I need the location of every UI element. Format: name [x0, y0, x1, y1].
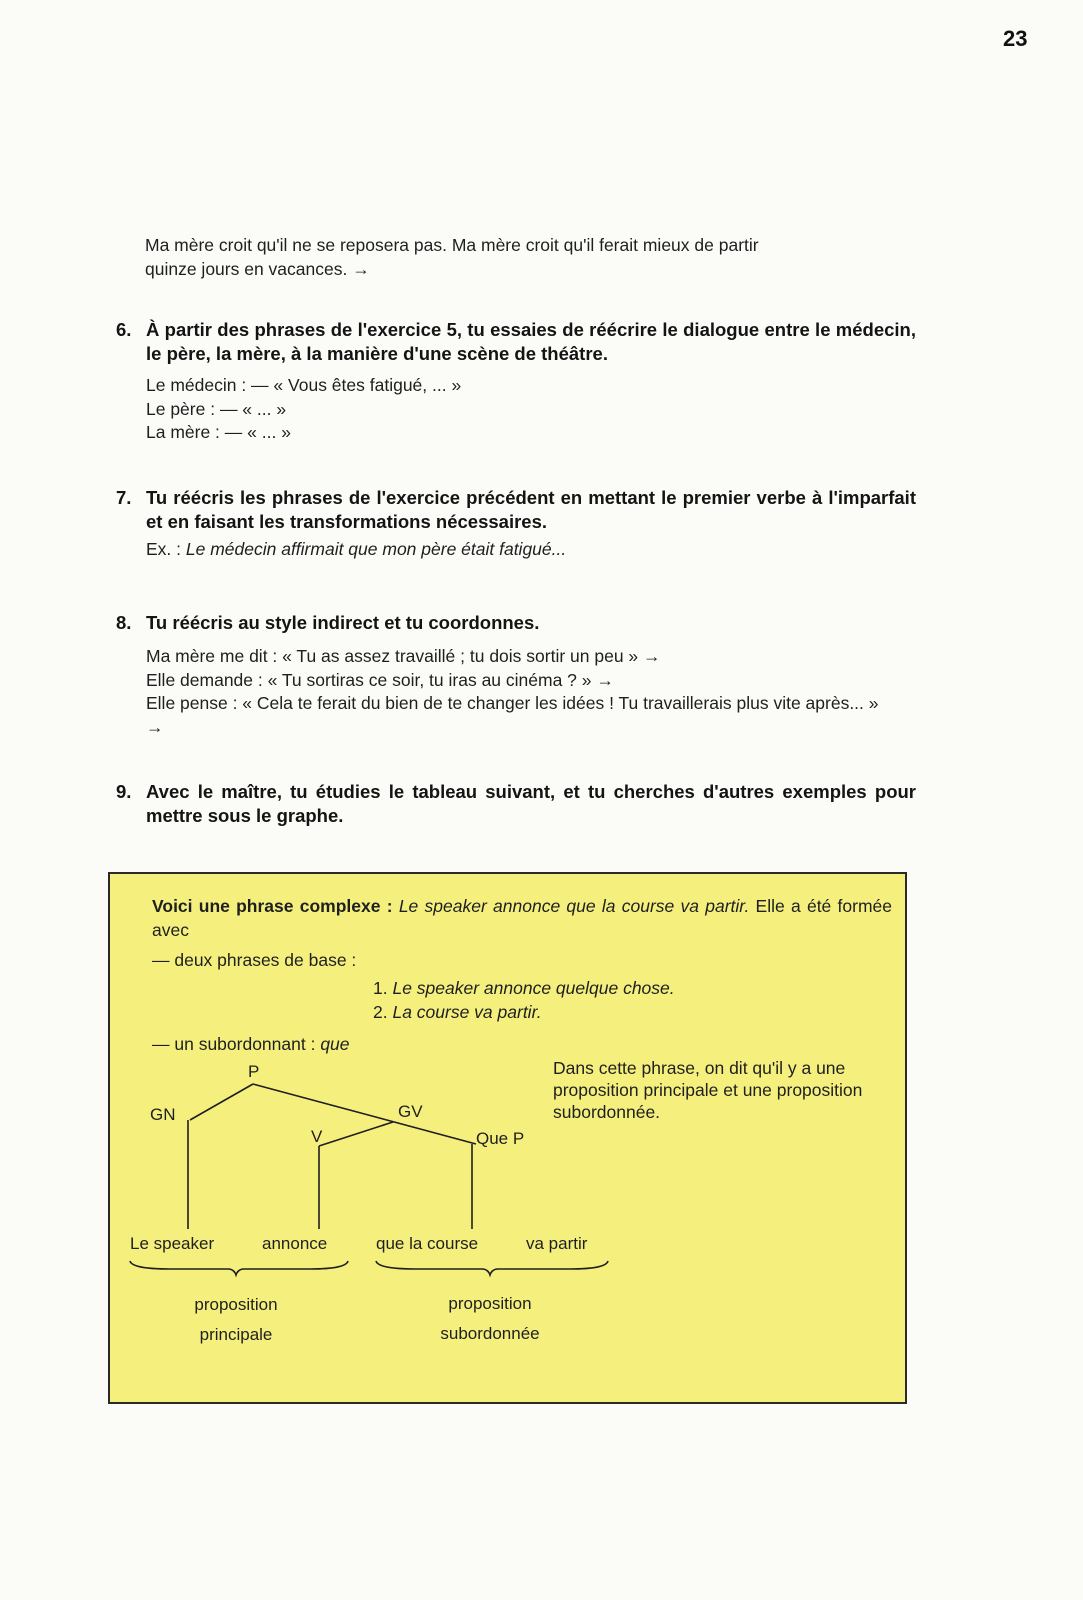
exercise-number: 8.: [116, 612, 132, 633]
box-lead-bold: Voici une phrase complexe :: [152, 896, 399, 916]
exercise-number: 9.: [116, 781, 132, 802]
branch-p-que-p: [253, 1084, 476, 1144]
grammar-box: [108, 872, 907, 1404]
node-p: P: [248, 1062, 260, 1081]
example-label: Ex. :: [146, 539, 186, 559]
leaf-annonce: annonce: [262, 1234, 328, 1253]
intro-line-2: quinze jours en vacances. →: [145, 259, 370, 279]
exercise-line: Elle demande : « Tu sortiras ce soir, tu iras au cinéma ? » →: [146, 669, 614, 690]
dialogue-line: Le médecin : — « Vous êtes fatigué, ... »: [146, 375, 462, 395]
box-dash-1: — deux phrases de base :: [152, 950, 357, 970]
branch-p-gn: [190, 1084, 253, 1120]
exercise-7: [116, 486, 916, 562]
exercise-number: 6.: [116, 319, 132, 340]
box-lead-example: Le speaker annonce que la course va partir.: [398, 896, 750, 916]
leaf-va-partir: va partir: [526, 1234, 588, 1253]
label-principale-line-1: proposition: [194, 1295, 278, 1314]
syntax-tree: [110, 874, 909, 1406]
node-v: V: [311, 1127, 323, 1146]
exercise-title: Tu réécris les phrases de l'exercice précédent en mettant le premier verbe à l'imparfait et en faisant les transformations nécessaires.: [146, 487, 916, 532]
label-subordonnee-line-1: proposition: [448, 1294, 532, 1313]
box-note: Dans cette phrase, on dit qu'il y a une proposition principale et une proposition subordonnée.: [553, 1058, 863, 1122]
base-phrase-1: 1. Le speaker annonce quelque chose.: [373, 978, 675, 998]
intro-text: [145, 233, 910, 281]
dialogue-line: La mère : — « ... »: [146, 422, 291, 442]
box-lead-rest: Elle a été formée avec: [152, 896, 892, 940]
example-text: Le médecin affirmait que mon père était fatigué...: [185, 539, 567, 559]
node-que-p: Que P: [476, 1129, 525, 1148]
leaf-le-speaker: Le speaker: [130, 1234, 215, 1253]
page-number: 23: [1003, 26, 1028, 51]
brace-principale: [130, 1261, 348, 1275]
exercise-8: [116, 611, 916, 739]
node-gv: GV: [398, 1102, 423, 1121]
intro-line-1: Ma mère croit qu'il ne se reposera pas. Ma mère croit qu'il ferait mieux de partir: [145, 235, 759, 255]
brace-subordonnee: [376, 1261, 608, 1275]
base-phrase-2: 2. La course va partir.: [373, 1002, 542, 1022]
exercise-title: À partir des phrases de l'exercice 5, tu essaies de réécrire le dialogue entre le médecin, le père, la mère, à la manière d'une scène de théâtre.: [146, 319, 916, 364]
exercise-6: [116, 318, 916, 445]
exercise-9: [116, 780, 916, 828]
exercise-title: Tu réécris au style indirect et tu coordonnes.: [146, 612, 540, 633]
label-subordonnee-line-2: subordonnée: [440, 1324, 540, 1343]
box-dash-2: — un subordonnant : que: [152, 1034, 350, 1054]
exercise-line: Ma mère me dit : « Tu as assez travaillé ; tu dois sortir un peu » →: [146, 646, 661, 666]
branch-gv-v: [319, 1122, 393, 1146]
leaf-que-la-course: que la course: [376, 1234, 479, 1253]
exercise-title: Avec le maître, tu étudies le tableau suivant, et tu cherches d'autres exemples pour mettre sous le graphe.: [146, 781, 916, 826]
label-principale-line-2: principale: [199, 1325, 273, 1344]
node-gn: GN: [150, 1105, 176, 1124]
dialogue-line: Le père : — « ... »: [146, 398, 287, 419]
exercise-line: Elle pense : « Cela te ferait du bien de te changer les idées ! Tu travaillerais plus vite après... » →: [146, 693, 879, 737]
exercise-number: 7.: [116, 487, 132, 508]
